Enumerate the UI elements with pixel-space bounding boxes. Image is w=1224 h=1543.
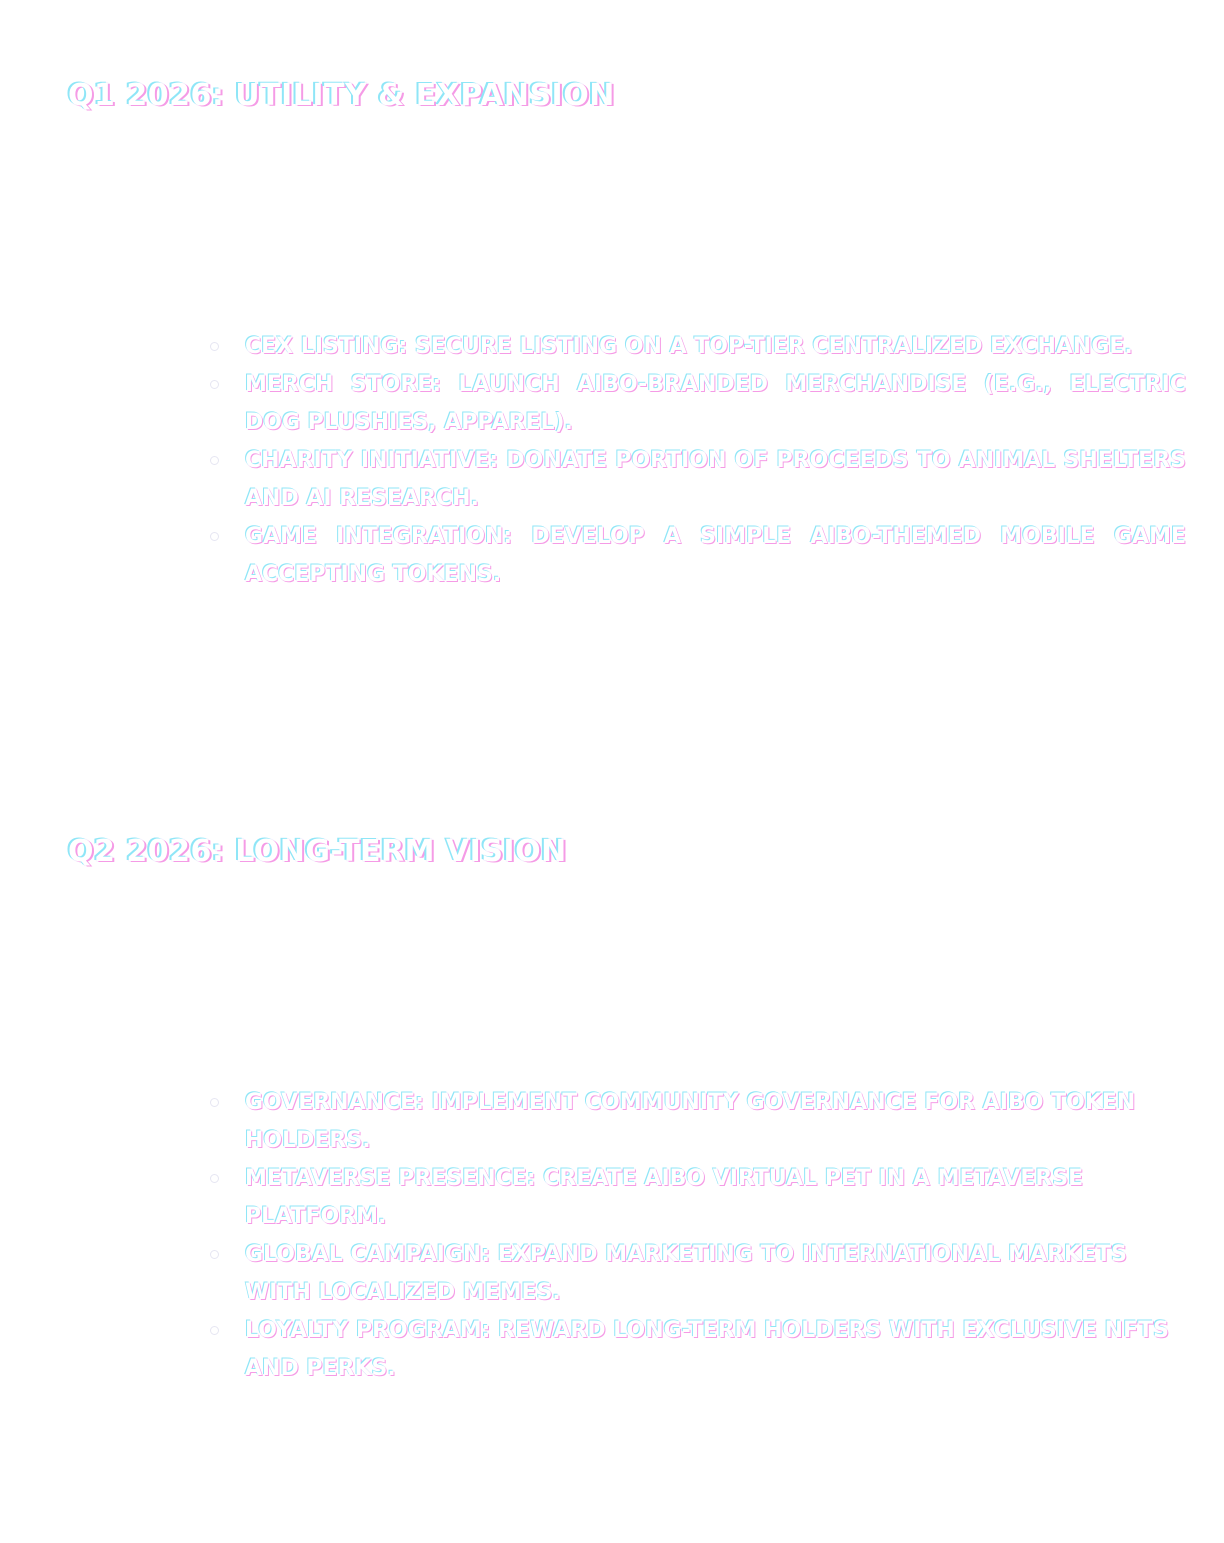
- list-item-text: GLOBAL CAMPAIGN: EXPAND MARKETING TO INTERNATIONAL MARKETS WITH LOCALIZED MEMES.: [245, 1242, 1127, 1305]
- bullet-icon: [210, 456, 219, 465]
- bullet-icon: [210, 532, 219, 541]
- phase-item-list: [208, 328, 1186, 594]
- list-item: [208, 1312, 1186, 1388]
- bullet-icon: [210, 1250, 219, 1259]
- bullet-icon: [210, 1098, 219, 1107]
- list-item: [208, 1236, 1186, 1312]
- list-item-text: GAME INTEGRATION: DEVELOP A SIMPLE AIBO-THEMED MOBILE GAME ACCEPTING TOKENS.: [245, 524, 1186, 587]
- list-item-text: MERCH STORE: LAUNCH AIBO-BRANDED MERCHANDISE (E.G., ELECTRIC DOG PLUSHIES, APPAREL).: [245, 372, 1186, 435]
- bullet-icon: [210, 342, 219, 351]
- list-item: [208, 1084, 1186, 1160]
- list-item-text: METAVERSE PRESENCE: CREATE AIBO VIRTUAL PET IN A METAVERSE PLATFORM.: [245, 1166, 1084, 1229]
- list-item: [208, 328, 1186, 366]
- list-item-text: LOYALTY PROGRAM: REWARD LONG-TERM HOLDERS WITH EXCLUSIVE NFTS AND PERKS.: [245, 1318, 1169, 1381]
- list-item: [208, 1160, 1186, 1236]
- bullet-icon: [210, 380, 219, 389]
- phase-title: Q1 2026: UTILITY & EXPANSION: [68, 78, 615, 113]
- list-item-text: CHARITY INITIATIVE: DONATE PORTION OF PROCEEDS TO ANIMAL SHELTERS AND AI RESEARCH.: [245, 448, 1186, 511]
- phase-item-list: [208, 1084, 1186, 1388]
- bullet-icon: [210, 1326, 219, 1335]
- list-item-text: GOVERNANCE: IMPLEMENT COMMUNITY GOVERNANCE FOR AIBO TOKEN HOLDERS.: [245, 1090, 1136, 1153]
- list-item: [208, 518, 1186, 594]
- list-item: [208, 366, 1186, 442]
- list-item-text: CEX LISTING: SECURE LISTING ON A TOP-TIER CENTRALIZED EXCHANGE.: [245, 334, 1133, 359]
- list-item: [208, 442, 1186, 518]
- bullet-icon: [210, 1174, 219, 1183]
- phase-title: Q2 2026: LONG-TERM VISION: [68, 834, 567, 869]
